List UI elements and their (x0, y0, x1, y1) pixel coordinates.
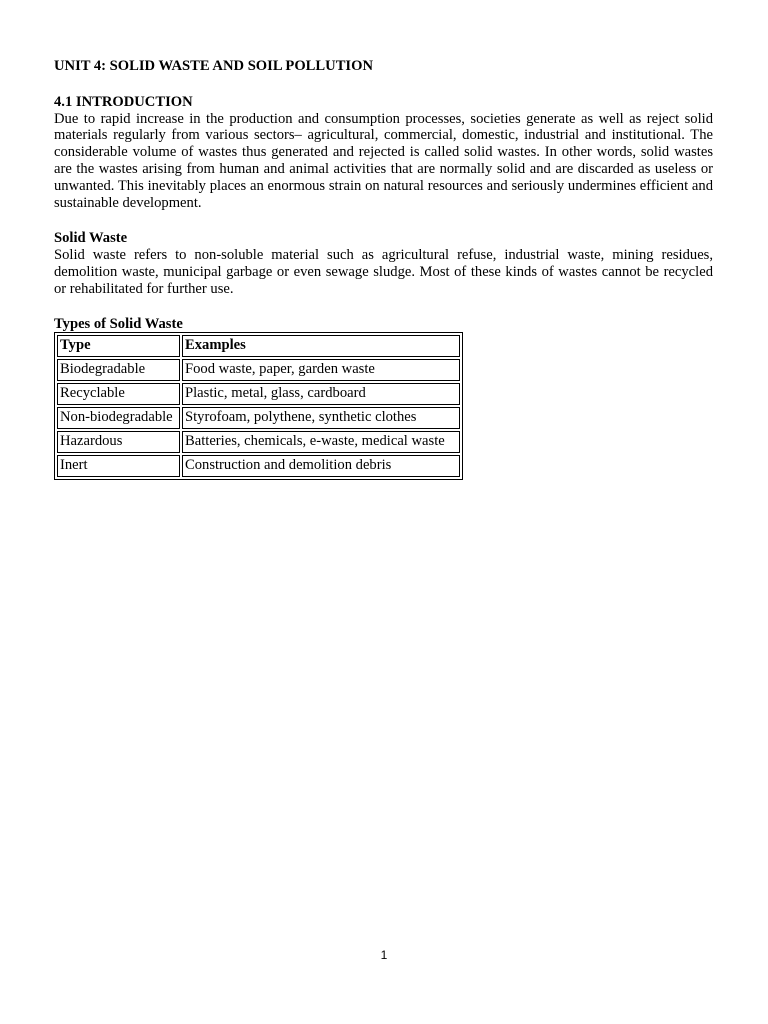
type-cell: Hazardous (57, 431, 180, 453)
examples-cell: Plastic, metal, glass, cardboard (182, 383, 460, 405)
table-caption: Types of Solid Waste (54, 315, 183, 332)
type-cell: Recyclable (57, 383, 180, 405)
unit-title: UNIT 4: SOLID WASTE AND SOIL POLLUTION (54, 58, 373, 74)
table-row (57, 407, 460, 429)
page-number: 1 (380, 948, 388, 962)
intro-paragraph: Due to rapid increase in the production and consumption processes, societies generate as well as reject solid materials regularly from various sectors– agricultural, commercial, domestic, industrial and institutional. The considerable volume of wastes thus generated and rejected is called solid wastes. In other words, solid wastes are the wastes arising from human and animal activities that are normally solid and are discarded as useless or unwanted. This inevitably places an enormous strain on natural resources and seriously undermines efficient and sustainable development. (54, 110, 713, 211)
examples-cell: Construction and demolition debris (182, 455, 460, 477)
header-cell-examples: Examples (182, 335, 460, 357)
header-cell-type: Type (57, 335, 180, 357)
table-row (57, 359, 460, 381)
table-row (57, 455, 460, 477)
examples-cell: Food waste, paper, garden waste (182, 359, 460, 381)
table-row (57, 383, 460, 405)
table-header-row (57, 335, 460, 357)
table-row (57, 431, 460, 453)
intro-heading: 4.1 INTRODUCTION (54, 93, 193, 110)
type-cell: Biodegradable (57, 359, 180, 381)
type-cell: Inert (57, 455, 180, 477)
waste-types-table (54, 332, 463, 480)
examples-cell: Styrofoam, polythene, synthetic clothes (182, 407, 460, 429)
solid-waste-heading: Solid Waste (54, 230, 128, 247)
solid-waste-paragraph: Solid waste refers to non-soluble material such as agricultural refuse, industrial waste, mining residues, demolition waste, municipal garbage or even sewage sludge. Most of these kinds of wastes cannot be recycled or rehabilitated for further use. (54, 247, 713, 297)
type-cell: Non-biodegradable (57, 407, 180, 429)
document-page (54, 58, 713, 480)
examples-cell: Batteries, chemicals, e-waste, medical waste (182, 431, 460, 453)
